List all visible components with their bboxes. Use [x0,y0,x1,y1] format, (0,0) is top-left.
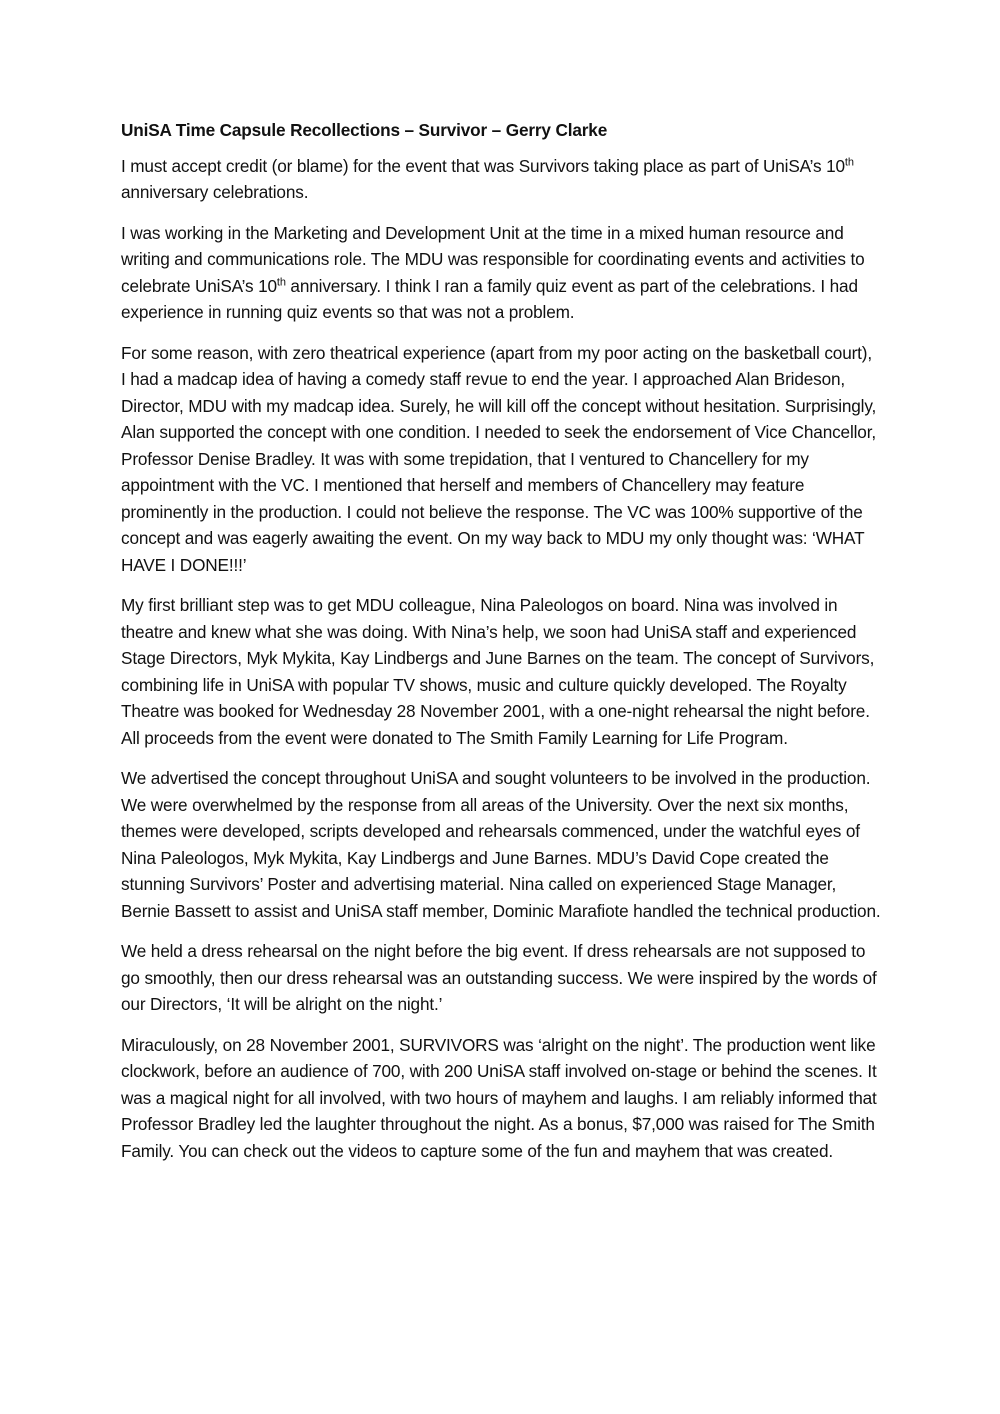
paragraph-2-text-b: anniversary. I think I ran a family quiz event as part of the celebrations. I had experience in running quiz events so that was not a problem. [121,275,858,322]
paragraph-1-text-b: anniversary celebrations. [121,182,309,202]
paragraph-4: My first brilliant step was to get MDU colleague, Nina Paleologos on board. Nina was involved in theatre and knew what she was doing. With Nina’s help, we soon had UniSA staff and experienced Stage Directors, Myk Mykita, Kay Lindbergs and June Barnes on the team. The concept of Survivors, combining life in UniSA with popular TV shows, music and culture quickly developed. The Royalty Theatre was booked for Wednesday 28 November 2001, with a one-night rehearsal the night before. All proceeds from the event were donated to The Smith Family Learning for Life Program. [121,595,875,748]
paragraph-1-superscript: th [844,155,854,168]
paragraph-5: We advertised the concept throughout UniSA and sought volunteers to be involved in the production. We were overwhelmed by the response from all areas of the University. Over the next six months, themes were developed, scripts developed and rehearsals commenced, under the watchful eyes of Nina Paleologos, Myk Mykita, Kay Lindbergs and June Barnes. MDU’s David Cope created the stunning Survivors’ Poster and advertising material. Nina called on experienced Stage Manager, Bernie Bassett to assist and UniSA staff member, Dominic Marafiote handled the technical production. [121,768,881,921]
paragraph-2-superscript: th [276,275,286,288]
document-title: UniSA Time Capsule Recollections – Survivor – Gerry Clarke [121,120,608,140]
paragraph-1-text-a: I must accept credit (or blame) for the event that was Survivors taking place as part of UniSA’s 10 [121,155,845,176]
paragraph-6: We held a dress rehearsal on the night before the big event. If dress rehearsals are not supposed to go smoothly, then our dress rehearsal was an outstanding success. We were inspired by the words of our Directors, ‘It will be alright on the night.’ [121,941,877,1014]
document-page [121,117,881,1178]
paragraph-7: Miraculously, on 28 November 2001, SURVIVORS was ‘alright on the night’. The production went like clockwork, before an audience of 700, with 200 UniSA staff involved on-stage or behind the scenes. It was a magical night for all involved, with two hours of mayhem and laughs. I am reliably informed that Professor Bradley led the laughter throughout the night. As a bonus, $7,000 was raised for The Smith Family. You can check out the videos to capture some of the fun and mayhem that was created. [121,1034,877,1161]
paragraph-2-text-a: I was working in the Marketing and Development Unit at the time in a mixed human resource and writing and communications role. The MDU was responsible for coordinating events and activities to celebrate UniSA’s 10 [121,222,865,296]
paragraph-3: For some reason, with zero theatrical experience (apart from my poor acting on the basketball court), I had a madcap idea of having a comedy staff revue to end the year. I approached Alan Brideson, Director, MDU with my madcap idea. Surely, he will kill off the concept without hesitation. Surprisingly, Alan supported the concept with one condition. I needed to seek the endorsement of Vice Chancellor, Professor Denise Bradley. It was with some trepidation, that I ventured to Chancellery for my appointment with the VC. I mentioned that herself and members of Chancellery may feature prominently in the production. I could not believe the response. The VC was 100% supportive of the concept and was eagerly awaiting the event. On my way back to MDU my only thought was: ‘WHAT HAVE I DONE!!!’ [121,342,877,575]
paragraph-2 [121,220,881,326]
paragraph-1 [121,153,881,206]
